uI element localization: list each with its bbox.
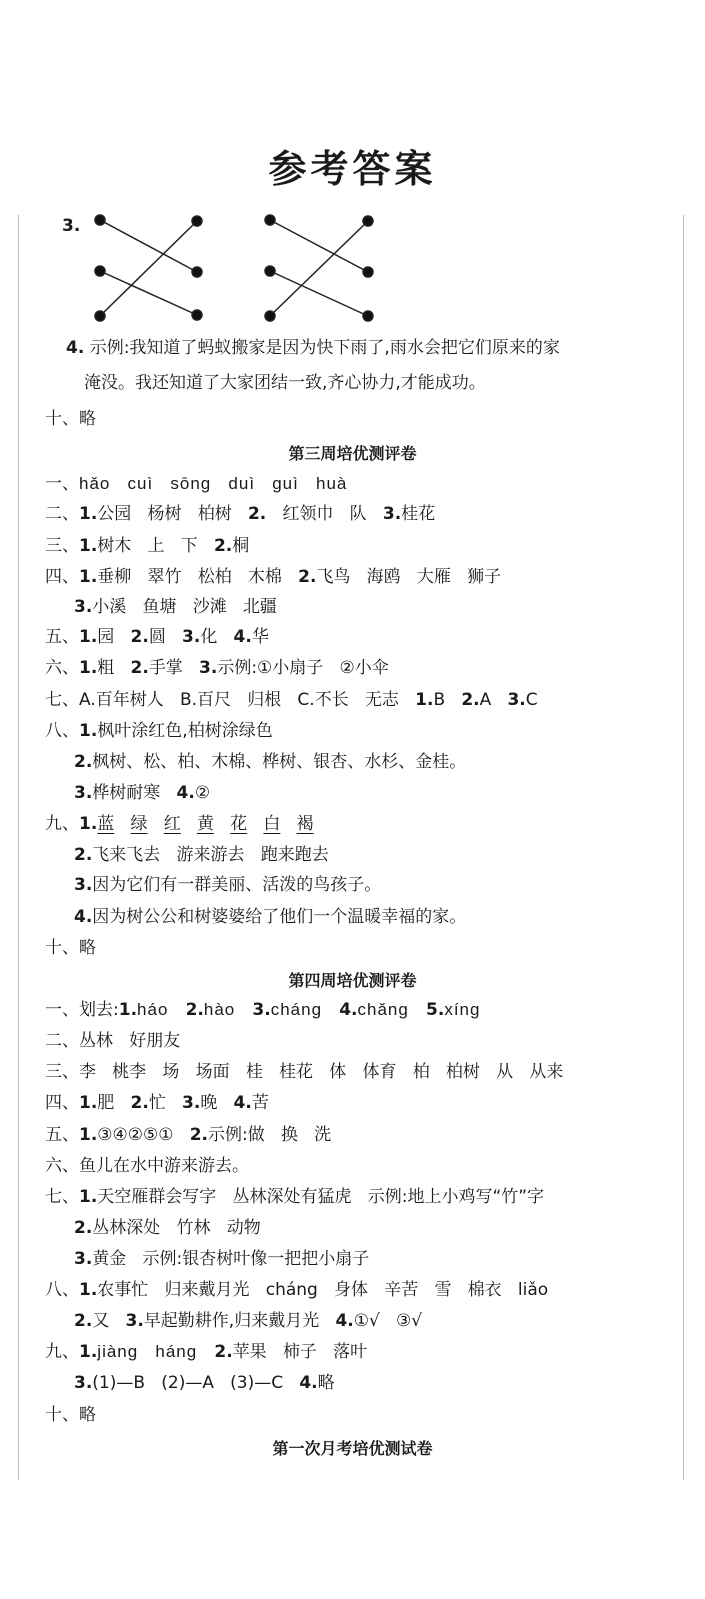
week4-s7: 七、1.天空雁群会写字 丛林深处有猛虎 示例:地上小鸡写“竹”字: [45, 1187, 545, 1207]
week3-s6: 六、1.粗 2.手掌 3.示例:①小扇子 ②小伞: [45, 658, 389, 678]
week3-s9b: 2.飞来飞去 游来游去 跑来跑去: [74, 845, 329, 865]
week3-s8: 八、1.枫叶涂红色,柏树涂绿色: [45, 721, 273, 741]
week3-heading: 第三周培优测评卷: [288, 444, 417, 463]
week4-s3: 三、李 桃李 场 场面 桂 桂花 体 体育 柏 柏树 从 从来: [45, 1062, 564, 1082]
week4-s8: 八、1.农事忙 归来戴月光 cháng 身体 辛苦 雪 棉衣 liǎo: [45, 1280, 549, 1300]
week3-s4: 四、1.垂柳 翠竹 松柏 木棉 2.飞鸟 海鸥 大雁 狮子: [45, 567, 502, 587]
week4-s8b: 2.又 3.早起勤耕作,归来戴月光 4.①√ ③√: [74, 1311, 423, 1331]
color-word: 褐: [296, 814, 314, 834]
q3-number: 3.: [62, 216, 81, 236]
week4-s5: 五、1.③④②⑤① 2.示例:做 换 洗: [45, 1125, 332, 1145]
matching-diagram: [60, 208, 400, 328]
color-word: 红: [163, 814, 181, 834]
q4-line1: 4. 示例:我知道了蚂蚁搬家是因为快下雨了,雨水会把它们原来的家: [66, 338, 560, 358]
week4-s9b: 3.(1)—B (2)—A (3)—C 4.略: [74, 1373, 335, 1393]
color-word: 蓝: [97, 814, 115, 834]
week4-s2: 二、丛林 好朋友: [45, 1031, 181, 1051]
week3-s1: 一、hǎo cuì sōng duì guì huà: [45, 474, 348, 494]
color-words: [97, 814, 313, 834]
week3-s4b: 3.小溪 鱼塘 沙滩 北疆: [74, 597, 277, 617]
week4-s10: 十、略: [45, 1405, 96, 1425]
week3-s2: 二、1.公园 杨树 柏树 2. 红领巾 队 3.桂花: [45, 504, 436, 524]
week3-s7: 七、A.百年树人 B.百尺 归根 C.不长 无志 1.B 2.A 3.C: [45, 690, 538, 710]
week4-s7b: 2.丛林深处 竹林 动物: [74, 1218, 261, 1238]
q10-prev: 十、略: [45, 409, 96, 429]
left-margin-line: [18, 215, 19, 1480]
week3-s8c: 3.桦树耐寒 4.②: [74, 783, 211, 803]
week4-s9: 九、1.jiàng háng 2.苹果 柿子 落叶: [45, 1342, 368, 1362]
week4-s1: 一、划去:1.háo 2.hào 3.cháng 4.chǎng 5.xíng: [45, 1000, 481, 1020]
week3-s10: 十、略: [45, 938, 96, 958]
week4-heading: 第四周培优测评卷: [288, 971, 417, 990]
week3-s5: 五、1.园 2.圆 3.化 4.华: [45, 627, 269, 647]
color-word: 花: [230, 814, 248, 834]
q4-line2: 淹没。我还知道了大家团结一致,齐心协力,才能成功。: [84, 373, 486, 393]
week3-s9c: 3.因为它们有一群美丽、活泼的鸟孩子。: [74, 875, 382, 895]
week4-s7c: 3.黄金 示例:银杏树叶像一把把小扇子: [74, 1249, 370, 1269]
week3-s9d: 4.因为树公公和树婆婆给了他们一个温暖幸福的家。: [74, 907, 467, 927]
week4-s6: 六、鱼儿在水中游来游去。: [45, 1156, 249, 1176]
week3-s3: 三、1.树木 上 下 2.桐: [45, 536, 250, 556]
month1-heading: 第一次月考培优测试卷: [272, 1439, 433, 1458]
color-word: 黄: [196, 814, 214, 834]
color-word: 绿: [130, 814, 148, 834]
week3-s9: 九、1.蓝 绿 红 黄 花 白 褐: [45, 814, 314, 834]
week4-s4: 四、1.肥 2.忙 3.晚 4.苦: [45, 1093, 269, 1113]
page-title: 参考答案: [268, 146, 437, 191]
color-word: 白: [263, 814, 281, 834]
week3-s8b: 2.枫树、松、柏、木棉、桦树、银杏、水杉、金桂。: [74, 752, 467, 772]
right-margin-line: [683, 215, 684, 1480]
